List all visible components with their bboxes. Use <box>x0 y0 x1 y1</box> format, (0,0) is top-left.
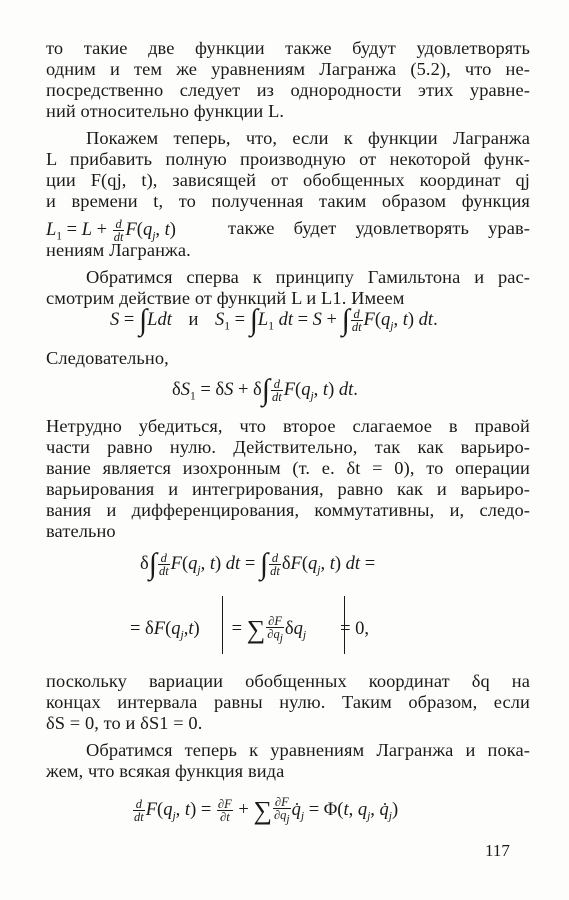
text-line: и времени t, то полученная таким образом функция <box>46 191 530 211</box>
text-line: нениям Лагранжа. <box>46 240 191 260</box>
text-line: ний относительно функции L. <box>46 101 285 121</box>
text-line: ции F(qj, t), зависящей от обобщенных координат qj <box>46 170 530 190</box>
text-line: L прибавить полную производную от некоторой функ- <box>46 149 530 169</box>
text-line: Нетрудно убедиться, что второе слагаемое в правой <box>46 416 530 436</box>
text-line: поскольку вариации обобщенных координат δq на <box>46 671 530 691</box>
text-line: Обратимся теперь к уравнениям Лагранжа и пока- <box>86 740 530 760</box>
eval-bar <box>222 596 223 654</box>
equation-commutation-1: δ∫ $\frac{d}{dt}$ $F(q_j$, t) dt = ∫ $\frac{d}{dt}$ $\delta F(q_j$, t) dt = <box>140 547 376 581</box>
text-line: также будет удовлетворять урав- <box>228 218 530 238</box>
text-line: Обратимся сперва к принципу Гамильтона и рас- <box>86 267 530 287</box>
text-line: части равно нулю. Действительно, так как варьиро- <box>46 437 530 457</box>
text-line: одним и тем же уравнениям Лагранжа (5.2), что не- <box>46 59 530 79</box>
text-line: концах интервала равны нулю. Таким образом, если <box>46 692 530 712</box>
text-line: посредственно следует из однородности этих уравне- <box>46 80 530 100</box>
text-line: варьирования и интегрирования, равно как и варьиро- <box>46 479 530 499</box>
page-number: 117 <box>485 841 510 860</box>
eval-bar <box>344 596 345 654</box>
text-line: вательно <box>46 521 116 541</box>
equation-action: S = ∫Ldt и $S_1 = \int L_1$ dt = S + ∫ $\frac{d}{dt}$ $F(q_j$, t) dt. <box>110 303 438 337</box>
equation-variation: $\delta S_1 = \delta S + \delta\int$ $\frac{d}{dt}$ $F(q_j$, t) dt. <box>172 373 358 407</box>
equation-commutation-2: = $\delta F(q_j,t)$ = ∑ $\frac{\partial F}{\partial q_j}$ $\delta q_j = 0$, <box>130 614 370 645</box>
text-line: вания и дифференцирования, коммутативны, и, следо- <box>46 500 530 520</box>
text-line: смотрим действие от функций L и L1. Имеем <box>46 288 405 308</box>
text-line: то такие две функции также будут удовлетворять <box>46 38 530 58</box>
equation-total-derivative: $\frac{d}{dt}$ $F(q_j$, t) = $\frac{\partial F}{\partial t}$ + ∑ $\frac{\partial F}{\partial q_j}$ $q̇_j = \Phi(t$, $q_j$, $q̇_j$) <box>134 795 399 826</box>
inline-formula-l1: $L_1 = L$ + $\frac{d}{dt}$ $F(q_j$, t) <box>46 217 176 244</box>
text-line: вание является изохронным (т. е. δt = 0), то операции <box>46 458 530 478</box>
text-line: жем, что всякая функция вида <box>46 761 285 781</box>
text-line: δS = 0, то и δS1 = 0. <box>46 713 203 733</box>
word-and: и <box>188 309 199 330</box>
text-line: Покажем теперь, что, если к функции Лагранжа <box>86 128 530 148</box>
text-line: Следовательно, <box>46 348 169 368</box>
